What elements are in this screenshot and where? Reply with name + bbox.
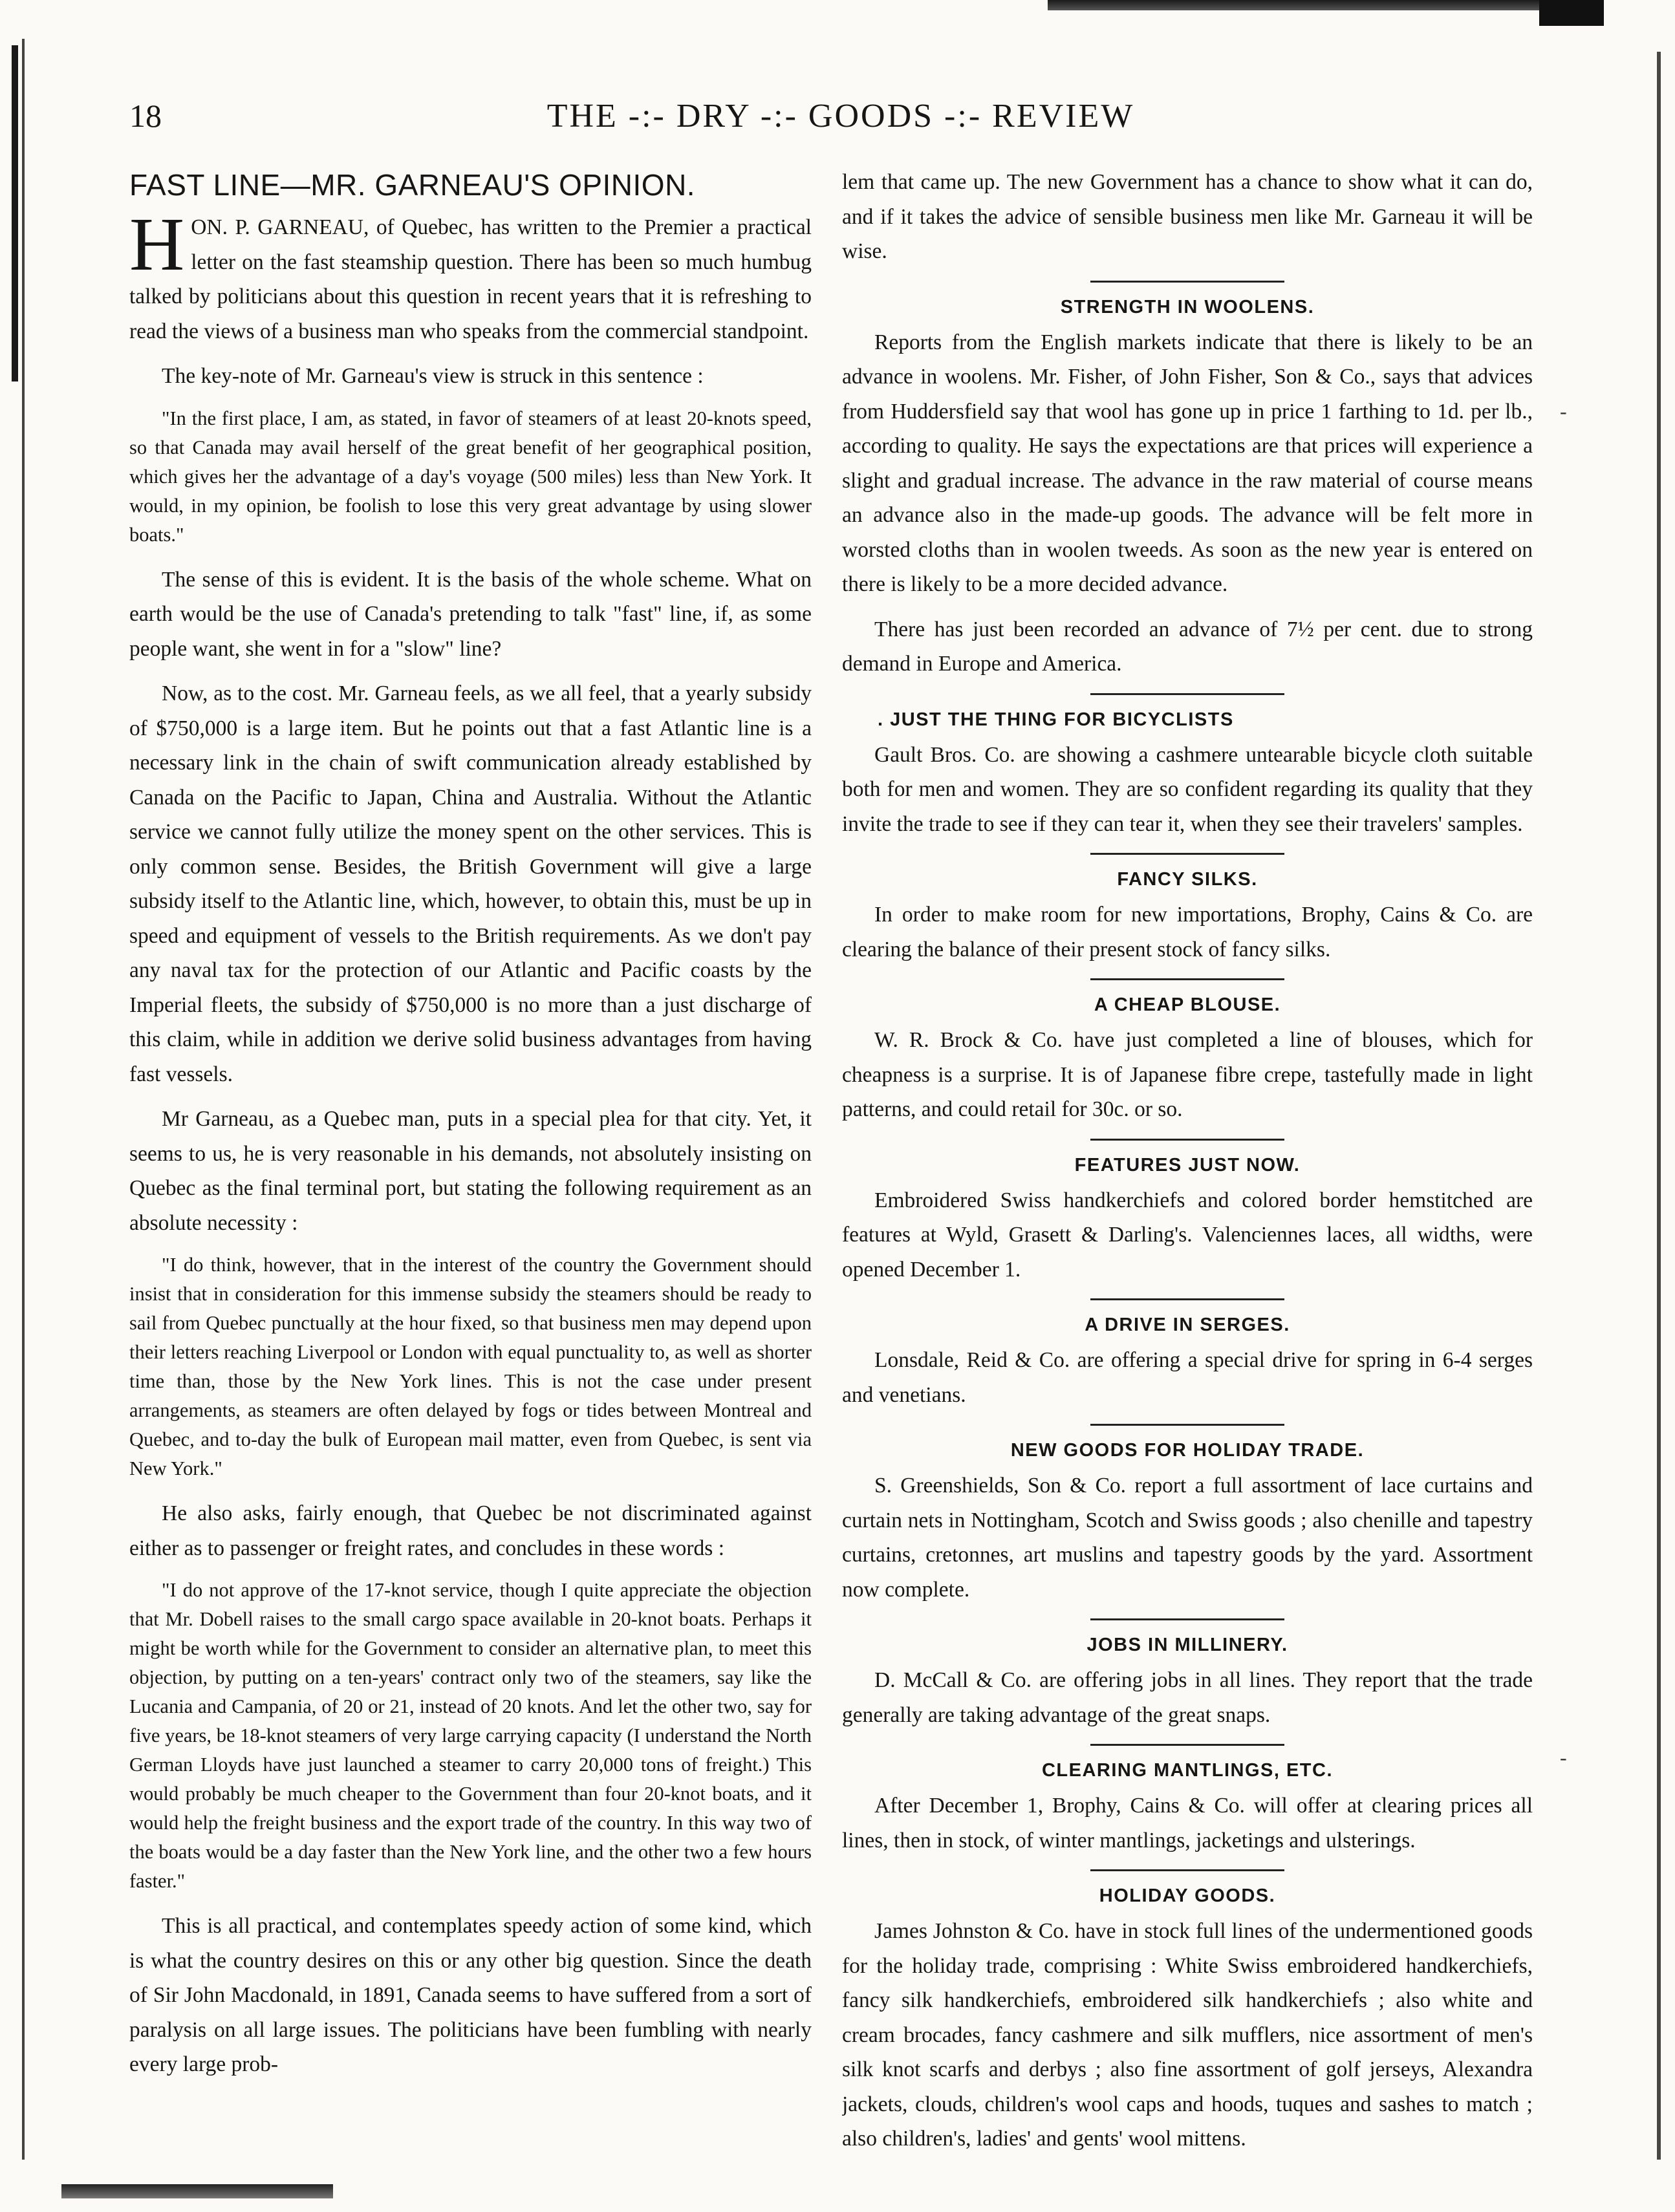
news-item <box>842 693 1533 842</box>
right-column <box>842 165 1533 2169</box>
article-continuation: lem that came up. The new Government has a chance to show what it can do, and if it takes the advice of sensible business men like Mr. Garneau it will be wise. <box>842 170 1533 263</box>
section-paragraph: Lonsdale, Reid & Co. are offering a special drive for spring in 6-4 serges and venetians. <box>842 1348 1533 1407</box>
article-title: FAST LINE—MR. GARNEAU'S OPINION. <box>129 168 696 202</box>
section-paragraph: James Johnston & Co. have in stock full lines of the undermentioned goods for the holiday trade, comprising : White Swiss embroidered handkerchiefs, fancy silk handkerchiefs, embroidered silk handkerchiefs ; also white and cream brocades, fancy cashmere and silk mufflers, nice assortment of men's silk knot scarfs and derbys ; also fine assortment of golf jerseys, Alexandra jackets, clouds, children's wool caps and hoods, tuques and sashes to match ; also children's, ladies' and gents' wool mittens. <box>842 1919 1533 2151</box>
section-paragraph: After December 1, Brophy, Cains & Co. will offer at clearing prices all lines, then in stock, of winter mantlings, jacketings and ulsterings. <box>842 1794 1533 1852</box>
article-quote: "In the first place, I am, as stated, in favor of steamers of at least 20-knots speed, so that Canada may avail herself of the great benefit of her geographical position, which gives her the advantage of a day's voyage (500 miles) less than New York. It would, in my opinion, be foolish to lose this very great advantage by using slower boats." <box>129 407 812 546</box>
news-item <box>842 978 1533 1127</box>
section-heading: STRENGTH IN WOOLENS. <box>1060 296 1315 317</box>
news-item <box>842 1869 1533 2156</box>
left-column <box>129 165 812 2169</box>
section-heading: FANCY SILKS. <box>1117 869 1258 890</box>
article-paragraph: Now, as to the cost. Mr. Garneau feels, as we all feel, that a yearly subsidy of $750,000 is a large item. But he points out that a fast Atlantic line is a necessary link in the chain of swift communication already established by Canada on the Pacific to Japan, China and Australia. Without the Atlantic service we cannot fully utilize the money spent on the other services. This is only common sense. Besides, the British Government will give a large subsidy itself to the Atlantic line, which, however, to obtain this, must be up in speed and equipment of vessels to the British requirements. As we don't pay any naval tax for the protection of our Atlantic and Pacific coasts by the Imperial fleets, the subsidy of $750,000 is no more than a just discharge of this claim, while in addition we derive solid business advantages from having fast vessels. <box>129 682 812 1086</box>
news-item <box>842 281 1533 682</box>
section-rule <box>1090 1869 1284 1871</box>
article-paragraph: This is all practical, and contemplates speedy action of some kind, which is what the country desires on this or any other big question. Since the death of Sir John Macdonald, in 1891, Canada seems to have suffered from a sort of paralysis on all large issues. The politicians have been fumbling with nearly every large prob- <box>129 1914 812 2076</box>
scan-edge-top <box>1048 0 1604 10</box>
section-paragraph: Embroidered Swiss handkerchiefs and colored border hemstitched are features at Wyld, Grasett & Darling's. Valenciennes laces, all widths, were opened December 1. <box>842 1188 1533 1282</box>
section-paragraph: There has just been recorded an advance of 7½ per cent. due to strong demand in Europe and America. <box>842 617 1533 676</box>
article-paragraph: The key-note of Mr. Garneau's view is struck in this sentence : <box>162 364 704 388</box>
section-rule <box>1090 1139 1284 1141</box>
section-heading: CLEARING MANTLINGS, ETC. <box>1041 1760 1334 1781</box>
news-item <box>842 1298 1533 1412</box>
news-item <box>842 1424 1533 1607</box>
section-heading: JOBS IN MILLINERY. <box>1086 1635 1288 1655</box>
news-item <box>842 1744 1533 1858</box>
section-heading: HOLIDAY GOODS. <box>1099 1885 1276 1906</box>
section-heading: A DRIVE IN SERGES. <box>1085 1315 1290 1335</box>
margin-mark: - <box>1560 1746 1567 1769</box>
section-rule <box>1090 853 1284 855</box>
section-paragraph: W. R. Brock & Co. have just completed a line of blouses, which for cheapness is a surprise. It is of Japanese fibre crepe, tastefully made in light patterns, and could retail for 30c. or so. <box>842 1028 1533 1121</box>
page-number: 18 <box>129 98 162 134</box>
section-heading: FEATURES JUST NOW. <box>1074 1154 1301 1176</box>
section-rule <box>1090 693 1284 695</box>
article-paragraph: The sense of this is evident. It is the basis of the whole scheme. What on earth would be the use of Canada's pretending to talk "fast" line, if, as some people want, she went in for a "slow" line? <box>129 567 812 661</box>
section-heading: . JUST THE THING FOR BICYCLISTS <box>878 709 1234 730</box>
section-heading: NEW GOODS FOR HOLIDAY TRADE. <box>1010 1440 1365 1461</box>
page-header <box>129 97 1552 149</box>
scan-edge-bottom <box>61 2184 333 2198</box>
article-quote: "I do not approve of the 17-knot service, though I quite appreciate the objection that Mr. Dobell raises to the small cargo space available in 20-knot boats. Perhaps it might be worth while for the Government to consider an alternative plan, to meet this objection, by putting on a ten-years' contract only two of the steamers, say like the Lucania and Campania, of 20 or 21, instead of 20 knots. And let the other two, say for five years, be 18-knot steamers of very large carrying capacity (I understand the North German Lloyds have just launched a steamer to carry 20,000 tons of freight.) This would probably be much cheaper to the Government than four 20-knot boats, and it would help the freight business and the export trade of the country. In this way two of the boats would be a day faster than the New York line, and the other two a few hours faster." <box>129 1579 812 1892</box>
article-paragraph: Mr Garneau, as a Quebec man, puts in a special plea for that city. Yet, it seems to us, he is very reasonable in his demands, not absolutely insisting on Quebec as the final terminal port, but stating the following requirement as an absolute necessity : <box>129 1107 812 1235</box>
article-paragraph: HON. P. GARNEAU, of Quebec, has written to the Premier a practical letter on the fast steamship question. There has been so much humbug talked by politicians about this question in recent years that it is refreshing to read the views of a business man who speaks from the commercial standpoint. <box>129 202 812 343</box>
section-rule <box>1090 978 1284 980</box>
running-title: THE -:- DRY -:- GOODS -:- REVIEW <box>546 98 1135 134</box>
drop-cap: H <box>129 202 185 286</box>
scan-edge-top-corner <box>1539 0 1604 26</box>
section-rule <box>1090 1744 1284 1746</box>
section-rule <box>1090 1298 1284 1300</box>
news-item <box>842 853 1533 967</box>
section-heading: A CHEAP BLOUSE. <box>1094 994 1281 1015</box>
section-rule <box>1090 281 1284 283</box>
scan-edge-left-line <box>22 39 25 2160</box>
news-item <box>842 1139 1533 1287</box>
section-rule <box>1090 1424 1284 1426</box>
section-rule <box>1090 1618 1284 1620</box>
article-paragraph: He also asks, fairly enough, that Quebec be not discriminated against either as to passenger or freight rates, and concludes in these words : <box>129 1501 812 1560</box>
section-paragraph: S. Greenshields, Son & Co. report a full assortment of lace curtains and curtain nets in Nottingham, Scotch and Swiss goods ; also chenille and tapestry curtains, cretonnes, art muslins and tapestry goods by the yard. Assortment now complete. <box>842 1474 1533 1602</box>
scan-edge-right <box>1657 52 1661 2160</box>
scan-edge-left <box>12 45 18 381</box>
article-quote: "I do think, however, that in the interest of the country the Government should insist that in consideration for this immense subsidy the steamers should be ready to sail from Quebec punctually at the hour fixed, so that business men may depend upon their letters reaching Liverpool or London with equal punctuality to, as well as shorter time than, those by the New York lines. This is not the case under present arrangements, as steamers are often delayed by fogs or tides between Montreal and Quebec, and to-day the bulk of European mail matter, even from Quebec, is sent via New York." <box>129 1254 812 1479</box>
section-paragraph: Gault Bros. Co. are showing a cashmere untearable bicycle cloth suitable both for men and women. They are so confident regarding its quality that they invite the trade to see if they can tear it, when they see their travelers' samples. <box>842 742 1533 836</box>
section-paragraph: D. McCall & Co. are offering jobs in all lines. They report that the trade generally are taking advantage of the great snaps. <box>842 1668 1533 1727</box>
section-paragraph: In order to make room for new importations, Brophy, Cains & Co. are clearing the balance of their present stock of fancy silks. <box>842 903 1533 961</box>
section-paragraph: Reports from the English markets indicate that there is likely to be an advance in woolens. Mr. Fisher, of John Fisher, Son & Co., says that advices from Huddersfield say that wool has gone up in price 1 farthing to 1d. per lb., according to quality. He says the expectations are that prices will experience a slight and gradual increase. The advance in the raw material of course means an advance also in the made-up goods. The advance will be felt more in worsted cloths than in woolen tweeds. As soon as the new year is entered on there is likely to be a more decided advance. <box>842 330 1533 596</box>
margin-mark: - <box>1560 400 1567 423</box>
news-item <box>842 1618 1533 1732</box>
